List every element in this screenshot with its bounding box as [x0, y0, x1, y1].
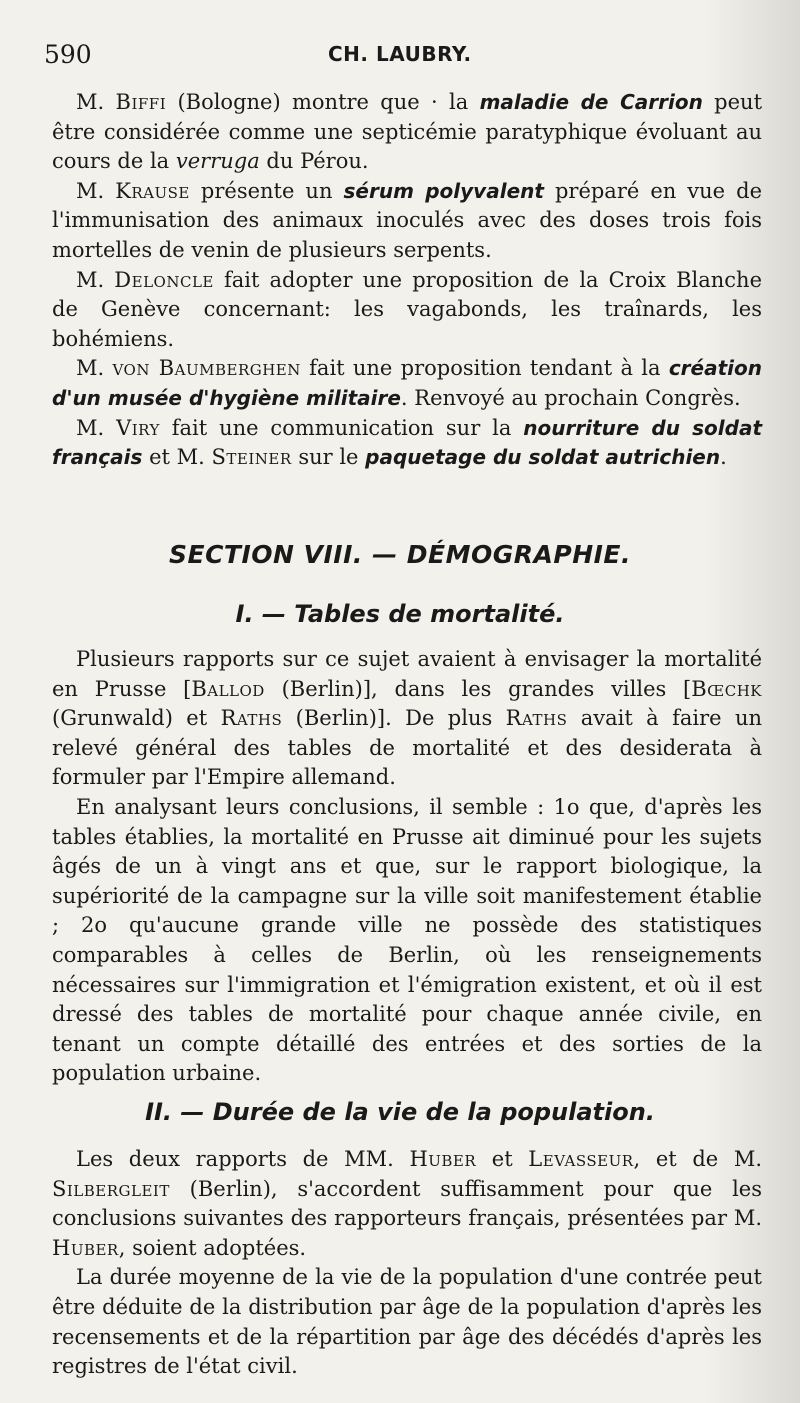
- author-name: Steiner: [211, 445, 292, 470]
- author-name: Viry: [116, 415, 160, 440]
- page-number: 590: [44, 40, 92, 69]
- author-name: Raths: [505, 706, 568, 731]
- paragraph-deloncle: M. Deloncle fait adopter une proposition de la Croix Blanche de Genève concernant: les vagabonds, les traînards, les bohémiens.: [52, 267, 762, 351]
- emphasis: maladie de Carrion: [479, 90, 703, 114]
- subsection-mortality: [52, 645, 762, 1089]
- author-name: Biffi: [115, 90, 167, 114]
- emphasis: nourriture du soldat français: [52, 415, 763, 470]
- page-header: [44, 40, 760, 76]
- paragraph-mortality-conclusions: En analysant leurs conclusions, il semble : 1o que, d'après les tables établies, la mortalité en Prusse ait diminué pour les sujets âgés de un à vingt ans et que, sur le rapport biologique, la supériorité de la campagne sur la ville soit manifestement établie ; 2o qu'aucune grande ville ne possède des statistiques comparables à celles de Berlin, où les renseignements nécessaires sur l'immigration et l'émigration existent, et où il est dressé des tables de mortalité pour chaque année civile, en tenant un compte détaillé des entrées et des sorties de la population urbaine.: [52, 794, 762, 1086]
- running-head: CH. LAUBRY.: [328, 42, 472, 66]
- paragraph-life-reports: Les deux rapports de MM. Huber et Levasseur, et de M. Silbergleit (Berlin), s'accordent suffisamment pour que les conclusions suivantes des rapporteurs français, présentées par M. Huber, soient adoptées.: [52, 1147, 762, 1260]
- author-name: Huber: [52, 1235, 119, 1260]
- emphasis: paquetage du soldat autrichien: [365, 445, 721, 470]
- subsection-heading-mortality: I. — Tables de mortalité.: [235, 600, 565, 628]
- author-name: von Baumberghen: [112, 356, 301, 381]
- emphasis: sérum polyvalent: [343, 178, 544, 203]
- top-section: [52, 88, 762, 473]
- subsection-heading-life-duration: II. — Durée de la vie de la population.: [145, 1098, 655, 1126]
- paragraph-mortality-reports: Plusieurs rapports sur ce sujet avaient à envisager la mortalité en Prusse [Ballod (Berlin)], dans les grandes villes [Bœchk (Grunwald) et Raths (Berlin)]. De plus Raths avait à faire un relevé général des tables de mortalité et des desiderata à formuler par l'Empire allemand.: [52, 647, 763, 790]
- emphasis: verruga: [175, 149, 260, 174]
- author-name: Silbergleit: [52, 1176, 170, 1201]
- author-name: Raths: [220, 706, 283, 731]
- author-name: Huber: [409, 1147, 477, 1171]
- paragraph-baumberghen: M. von Baumberghen fait une proposition tendant à la création d'un musée d'hygiène militaire. Renvoyé au prochain Congrès.: [52, 356, 762, 410]
- paragraph-viry: M. Viry fait une communication sur la nourriture du soldat français et M. Steiner sur le paquetage du soldat autrichien.: [52, 415, 763, 470]
- section-heading: SECTION VIII. — DÉMOGRAPHIE.: [168, 540, 632, 569]
- paragraph-life-duration: La durée moyenne de la vie de la population d'une contrée peut être déduite de la distribution par âge de la population d'après les recensements et de la répartition par âge des décédés d'après les registres de l'état civil.: [52, 1265, 762, 1379]
- author-name: Bœchk: [691, 676, 762, 701]
- paragraph-biffi: M. Biffi (Bologne) montre que · la maladie de Carrion peut être considérée comme une septicémie paratyphique évoluant au cours de la verruga du Pérou.: [52, 90, 763, 174]
- emphasis: création d'un musée d'hygiène militaire: [52, 356, 762, 410]
- author-name: Krause: [115, 178, 190, 203]
- paragraph-krause: M. Krause présente un sérum polyvalent préparé en vue de l'immunisation des animaux inoculés avec des doses trois fois mortelles de venin de plusieurs serpents.: [52, 178, 762, 262]
- author-name: Ballod: [191, 676, 265, 701]
- author-name: Deloncle: [114, 267, 214, 292]
- author-name: Levasseur: [528, 1147, 634, 1171]
- subsection-life-duration: [52, 1145, 762, 1382]
